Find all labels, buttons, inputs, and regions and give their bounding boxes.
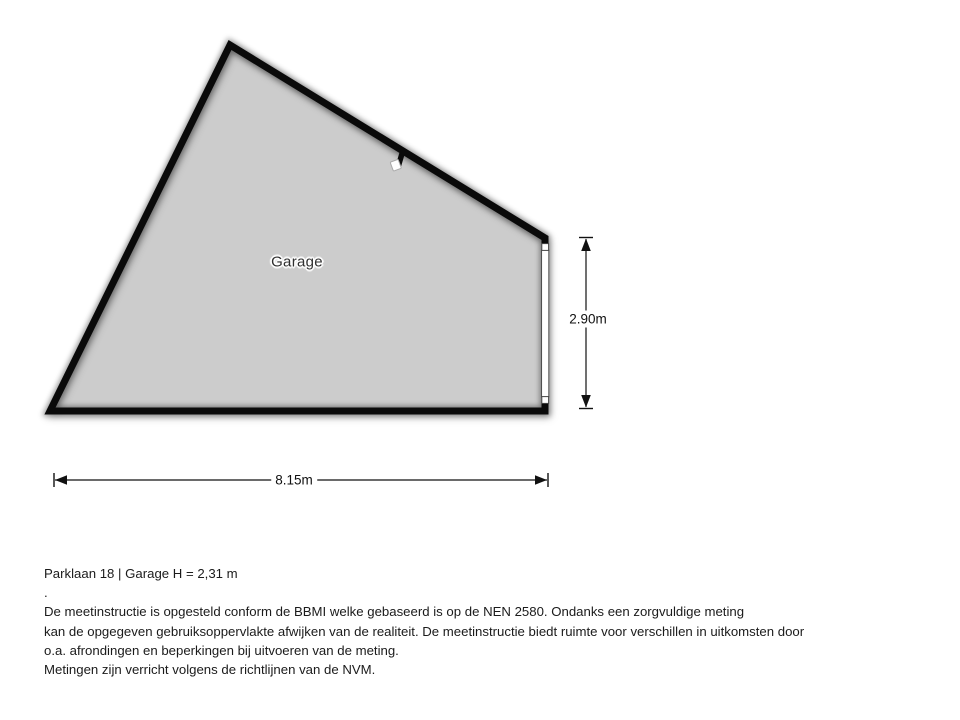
height-dimension-label: 2.90m [565, 311, 611, 328]
footer-dot-line: . [44, 585, 48, 601]
height-dim-arrow-down-icon [581, 395, 591, 408]
disclaimer-line-3: o.a. afrondingen en beperkingen bij uitvoeren van de meting. [44, 642, 399, 658]
footer-text-block [44, 564, 804, 679]
disclaimer-line-4: Metingen zijn verricht volgens de richtlijnen van de NVM. [44, 662, 376, 678]
disclaimer-line-1: De meetinstructie is opgesteld conform de BBMI welke gebaseerd is op de NEN 2580. Ondanks een zorgvuldige meting [44, 604, 745, 620]
garage-door-end-marker-bottom-icon [542, 397, 549, 404]
address-title-line: Parklaan 18 | Garage H = 2,31 m [44, 566, 238, 581]
room-label: Garage [271, 253, 323, 271]
garage-room-fill [50, 45, 545, 411]
garage-door-end-marker-top-icon [542, 244, 549, 251]
width-dimension-label: 8.15m [271, 472, 317, 489]
garage-door [542, 250, 549, 397]
width-dim-arrow-right-icon [535, 475, 547, 485]
disclaimer-line-2: kan de opgegeven gebruiksoppervlakte afwijken van de realiteit. De meetinstructie biedt ruimte voor verschillen in uitkomsten door [44, 623, 805, 639]
